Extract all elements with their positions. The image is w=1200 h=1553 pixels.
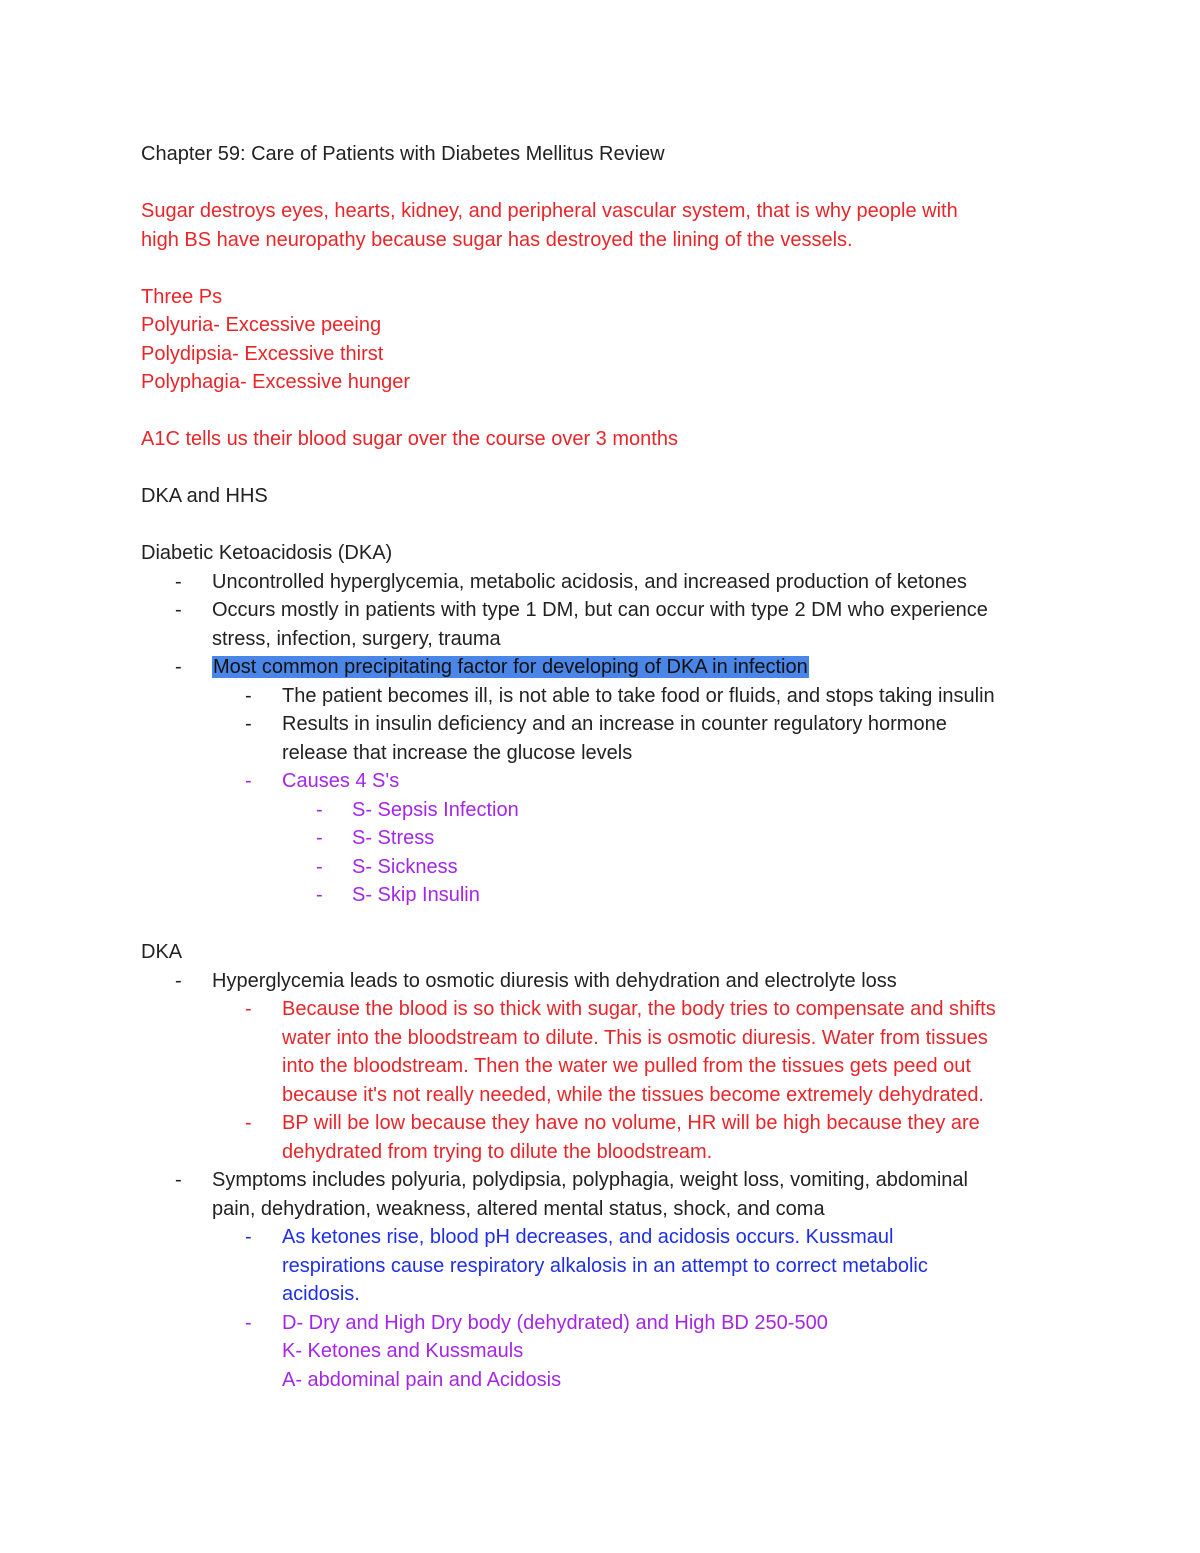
a1c-note: A1C tells us their blood sugar over the course over 3 months bbox=[141, 428, 678, 450]
dka-section-heading: Diabetic Ketoacidosis (DKA) bbox=[141, 542, 393, 564]
highlighted-text: Most common precipitating factor for developing of DKA in infection bbox=[213, 656, 808, 678]
list-item-text: S- Sickness bbox=[352, 855, 458, 878]
list-item bbox=[141, 682, 1061, 711]
list-item bbox=[141, 1109, 1061, 1166]
spacer bbox=[141, 397, 1061, 426]
three-ps-item-polydipsia: Polydipsia- Excessive thirst bbox=[141, 342, 384, 365]
list-item-text: BP will be low because they have no volume, HR will be high because they are bbox=[282, 1112, 980, 1134]
document-page bbox=[141, 140, 1061, 1394]
bullet-dash: - bbox=[245, 998, 252, 1020]
three-ps-item-polyuria: Polyuria- Excessive peeing bbox=[141, 314, 382, 336]
list-item-text: respirations cause respiratory alkalosis in an attempt to correct metabolic bbox=[282, 1254, 928, 1277]
bullet-dash: - bbox=[245, 713, 252, 735]
dka-heading: DKA bbox=[141, 941, 183, 963]
list-item bbox=[141, 881, 1061, 910]
bullet-dash: - bbox=[245, 1112, 252, 1134]
intro-line-1: Sugar destroys eyes, hearts, kidney, and peripheral vascular system, that is why people with bbox=[141, 200, 958, 222]
list-item bbox=[141, 596, 1061, 653]
list-item bbox=[141, 653, 1061, 682]
bullet-dash: - bbox=[175, 656, 182, 678]
list-item-text: The patient becomes ill, is not able to take food or fluids, and stops taking insulin bbox=[282, 684, 995, 707]
bullet-dash: - bbox=[245, 1311, 252, 1334]
list-item-text: D- Dry and High Dry body (dehydrated) and High BD 250-500 bbox=[282, 1311, 828, 1334]
list-item bbox=[141, 853, 1061, 882]
list-item-text: because it's not really needed, while the tissues become extremely dehydrated. bbox=[282, 1083, 984, 1106]
bullet-dash: - bbox=[175, 599, 182, 621]
list-item-text: As ketones rise, blood pH decreases, and acidosis occurs. Kussmaul bbox=[282, 1226, 894, 1248]
list-item bbox=[141, 1223, 1061, 1309]
list-item-text: S- Sepsis Infection bbox=[352, 798, 519, 821]
list-item-text: S- Stress bbox=[352, 827, 435, 849]
list-item bbox=[141, 824, 1061, 853]
list-item-text: Causes 4 S's bbox=[282, 770, 400, 792]
list-item-text: into the bloodstream. Then the water we pulled from the tissues gets peed out bbox=[282, 1055, 971, 1077]
bullet-dash: - bbox=[175, 969, 182, 992]
list-item-text: A- abdominal pain and Acidosis bbox=[282, 1368, 562, 1391]
list-item-text: pain, dehydration, weakness, altered mental status, shock, and coma bbox=[212, 1197, 825, 1220]
bullet-dash: - bbox=[245, 770, 252, 792]
intro-line-2: high BS have neuropathy because sugar has destroyed the lining of the vessels. bbox=[141, 228, 853, 251]
three-ps-item-polyphagia: Polyphagia- Excessive hunger bbox=[141, 371, 411, 393]
list-item bbox=[141, 796, 1061, 825]
list-item-text: stress, infection, surgery, trauma bbox=[212, 627, 501, 650]
list-item bbox=[141, 967, 1061, 996]
list-item-text: Hyperglycemia leads to osmotic diuresis with dehydration and electrolyte loss bbox=[212, 969, 897, 992]
list-item-text: dehydrated from trying to dilute the bloodstream. bbox=[282, 1140, 713, 1163]
list-item-text: acidosis. bbox=[282, 1283, 360, 1305]
list-item bbox=[141, 1166, 1061, 1223]
spacer bbox=[141, 910, 1061, 939]
bullet-dash: - bbox=[316, 798, 323, 821]
spacer bbox=[141, 169, 1061, 198]
three-ps-heading: Three Ps bbox=[141, 285, 223, 308]
list-item bbox=[141, 568, 1061, 597]
list-item-text: Occurs mostly in patients with type 1 DM, but can occur with type 2 DM who experience bbox=[212, 599, 988, 621]
dka-hhs-heading: DKA and HHS bbox=[141, 485, 268, 507]
list-item-text: Symptoms includes polyuria, polydipsia, polyphagia, weight loss, vomiting, abdominal bbox=[212, 1169, 968, 1191]
spacer bbox=[141, 254, 1061, 283]
list-item-text: S- Skip Insulin bbox=[352, 884, 480, 906]
list-item-text: Uncontrolled hyperglycemia, metabolic acidosis, and increased production of ketones bbox=[212, 570, 967, 593]
list-item-text: K- Ketones and Kussmauls bbox=[282, 1340, 524, 1362]
list-item bbox=[141, 710, 1061, 767]
bullet-dash: - bbox=[316, 827, 323, 849]
bullet-dash: - bbox=[245, 684, 252, 707]
bullet-dash: - bbox=[316, 884, 323, 906]
bullet-dash: - bbox=[175, 570, 182, 593]
list-item-text: water into the bloodstream to dilute. This is osmotic diuresis. Water from tissues bbox=[282, 1026, 988, 1049]
bullet-dash: - bbox=[245, 1226, 252, 1248]
list-item bbox=[141, 1309, 1061, 1395]
list-item bbox=[141, 767, 1061, 796]
list-item-text: Results in insulin deficiency and an increase in counter regulatory hormone bbox=[282, 713, 947, 735]
bullet-dash: - bbox=[316, 855, 323, 878]
spacer bbox=[141, 454, 1061, 483]
list-item-text: Because the blood is so thick with sugar, the body tries to compensate and shifts bbox=[282, 998, 996, 1020]
bullet-dash: - bbox=[175, 1169, 182, 1191]
list-item bbox=[141, 995, 1061, 1109]
spacer bbox=[141, 511, 1061, 540]
list-item-text: release that increase the glucose levels bbox=[282, 741, 633, 764]
document-title: Chapter 59: Care of Patients with Diabetes Mellitus Review bbox=[141, 143, 665, 165]
